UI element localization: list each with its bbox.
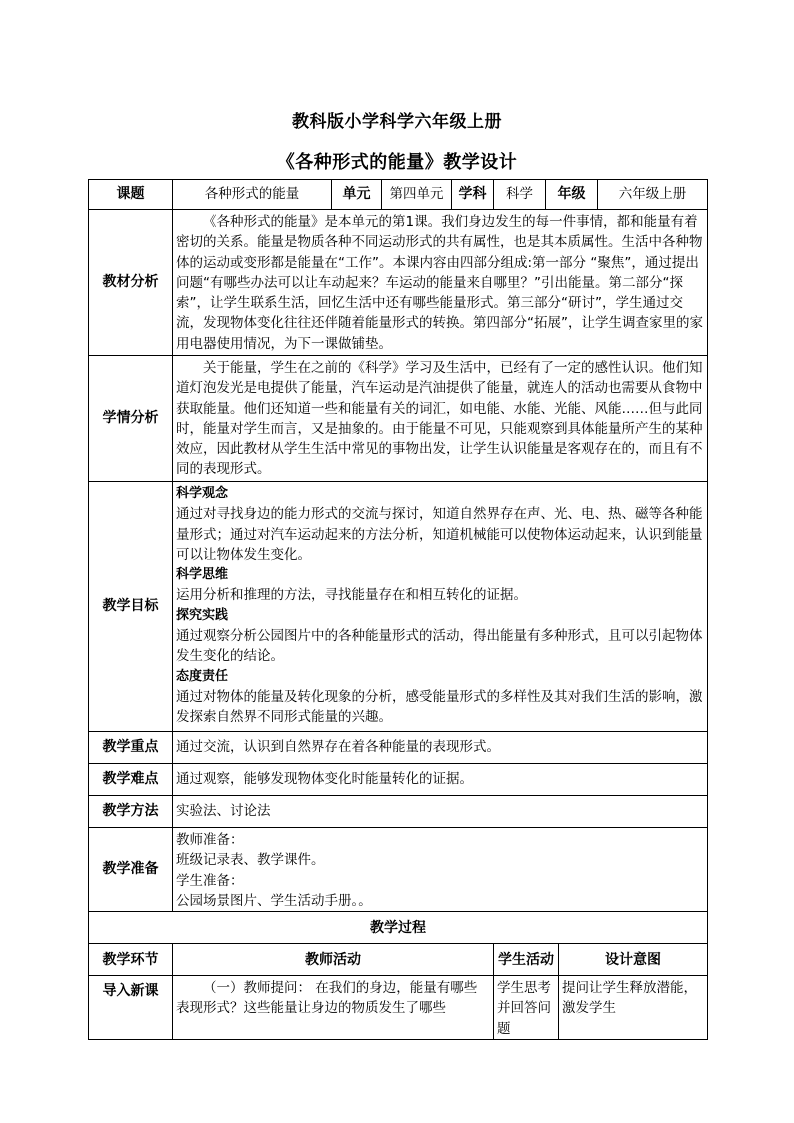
- objective-heading: 探究实践: [176, 607, 229, 623]
- material-analysis-paragraph: 《各种形式的能量》是本单元的第1课。我们身边发生的每一件事情，都和能量有着密切的关系。能量是物质各种不同运动形式的共有属性，也是其本质属性。生活中各种物体的运动或变形都是能量在“工作”。本课内容由四部分组成:第一部分 “聚焦”，通过提出问题“有哪些办法可以让车动起来？车运动的能量来自哪里？”引出能量。第二部分“探索”，让学生联系生活，回忆生活中还有哪些能量形式。第三部分“研讨”，学生通过交流，发现物体变化往往还伴随着能量形式的转换。第四部分“拓展”，让学生调查家里的家用电器使用情况，为下一课做铺垫。: [176, 214, 703, 352]
- info-row: [89, 180, 708, 210]
- material-analysis-row: [89, 210, 708, 356]
- preparation-content: [173, 828, 708, 912]
- objectives-row: [89, 482, 708, 732]
- objective-heading: 态度责任: [176, 668, 229, 684]
- document-subtitle: 《各种形式的能量》教学设计: [276, 152, 518, 173]
- unit-value: 第四单元: [382, 180, 452, 210]
- objective-text: 运用分析和推理的方法，寻找能量存在和相互转化的证据。: [176, 587, 527, 604]
- topic-label: 课题: [89, 180, 173, 210]
- preparation-line: 班级记录表、教学课件。: [176, 852, 325, 869]
- preparation-label: 教学准备: [89, 828, 173, 912]
- process-design-intent: 提问让学生释放潜能，激发学生: [559, 976, 708, 1040]
- process-title-row: [89, 912, 708, 944]
- objectives-label: 教学目标: [89, 482, 173, 732]
- process-header-intent: 设计意图: [559, 944, 708, 976]
- process-teacher-text: （一）教师提问： 在我们的身边，能量有哪些表现形式？这些能量让身边的物质发生了哪些: [176, 980, 478, 1017]
- difficulty-text: 通过观察，能够发现物体变化时能量转化的证据。: [173, 764, 708, 796]
- objectives-content: [173, 482, 708, 732]
- process-row: [89, 976, 708, 1040]
- subject-label: 学科: [452, 180, 494, 210]
- subject-value: 科学: [494, 180, 546, 210]
- difficulty-label: 教学难点: [89, 764, 173, 796]
- methods-row: [89, 796, 708, 828]
- objective-heading: 科学观念: [176, 486, 229, 501]
- process-title: 教学过程: [89, 912, 708, 944]
- methods-label: 教学方法: [89, 796, 173, 828]
- material-analysis-text: [173, 210, 708, 356]
- objective-heading: 科学思维: [176, 567, 229, 583]
- student-analysis-label: 学情分析: [89, 356, 173, 482]
- process-teacher-activity: [173, 976, 494, 1040]
- process-header-stage: 教学环节: [89, 944, 173, 976]
- preparation-line: 公园场景图片、学生活动手册。。: [176, 892, 372, 909]
- preparation-line: 学生准备：: [176, 872, 244, 889]
- objective-text: 通过观察分析公园图片中的各种能量形式的活动，得出能量有多种形式，且可以引起物体发生变化的结论。: [176, 628, 703, 665]
- student-analysis-row: [89, 356, 708, 482]
- grade-label: 年级: [546, 180, 598, 210]
- objective-text: 通过对寻找身边的能力形式的交流与探讨，知道自然界存在声、光、电、热、磁等各种能量形式；通过对汽车运动起来的方法分析，知道机械能可以使物体运动起来，认识到能量可以让物体发生变化。: [176, 506, 703, 563]
- process-stage: 导入新课: [89, 976, 173, 1040]
- process-header-teacher: 教师活动: [173, 944, 494, 976]
- methods-text: 实验法、讨论法: [173, 796, 708, 828]
- unit-label: 单元: [332, 180, 382, 210]
- topic-value: 各种形式的能量: [173, 180, 332, 210]
- student-analysis-text: [173, 356, 708, 482]
- lesson-plan-table: [88, 179, 708, 1040]
- grade-value: 六年级上册: [598, 180, 708, 210]
- process-header-student: 学生活动: [494, 944, 559, 976]
- material-analysis-label: 教材分析: [89, 210, 173, 356]
- document-title: 教科版小学科学六年级上册: [292, 112, 502, 132]
- difficulty-row: [89, 764, 708, 796]
- key-point-label: 教学重点: [89, 732, 173, 764]
- student-analysis-paragraph: 关于能量，学生在之前的《科学》学习及生活中，已经有了一定的感性认识。他们知道灯泡发光是电提供了能量，汽车运动是汽油提供了能量，就连人的活动也需要从食物中获取能量。他们还知道一些和能量有关的词汇，如电能、水能、光能、风能……但与此同时，能量对学生而言，又是抽象的。由于能量不可见，只能观察到具体能量所产生的某种效应，因此教材从学生生活中常见的事物出发，让学生认识能量是客观存在的，而且有不同的表现形式。: [176, 360, 703, 478]
- preparation-line: 教师准备：: [176, 832, 244, 848]
- process-header-row: [89, 944, 708, 976]
- key-point-text: 通过交流，认识到自然界存在着各种能量的表现形式。: [173, 732, 708, 764]
- objective-text: 通过对物体的能量及转化现象的分析，感受能量形式的多样性及其对我们生活的影响，激发探索自然界不同形式能量的兴趣。: [176, 688, 703, 726]
- preparation-row: [89, 828, 708, 912]
- key-point-row: [89, 732, 708, 764]
- process-student-activity: 学生思考并回答问题: [494, 976, 559, 1040]
